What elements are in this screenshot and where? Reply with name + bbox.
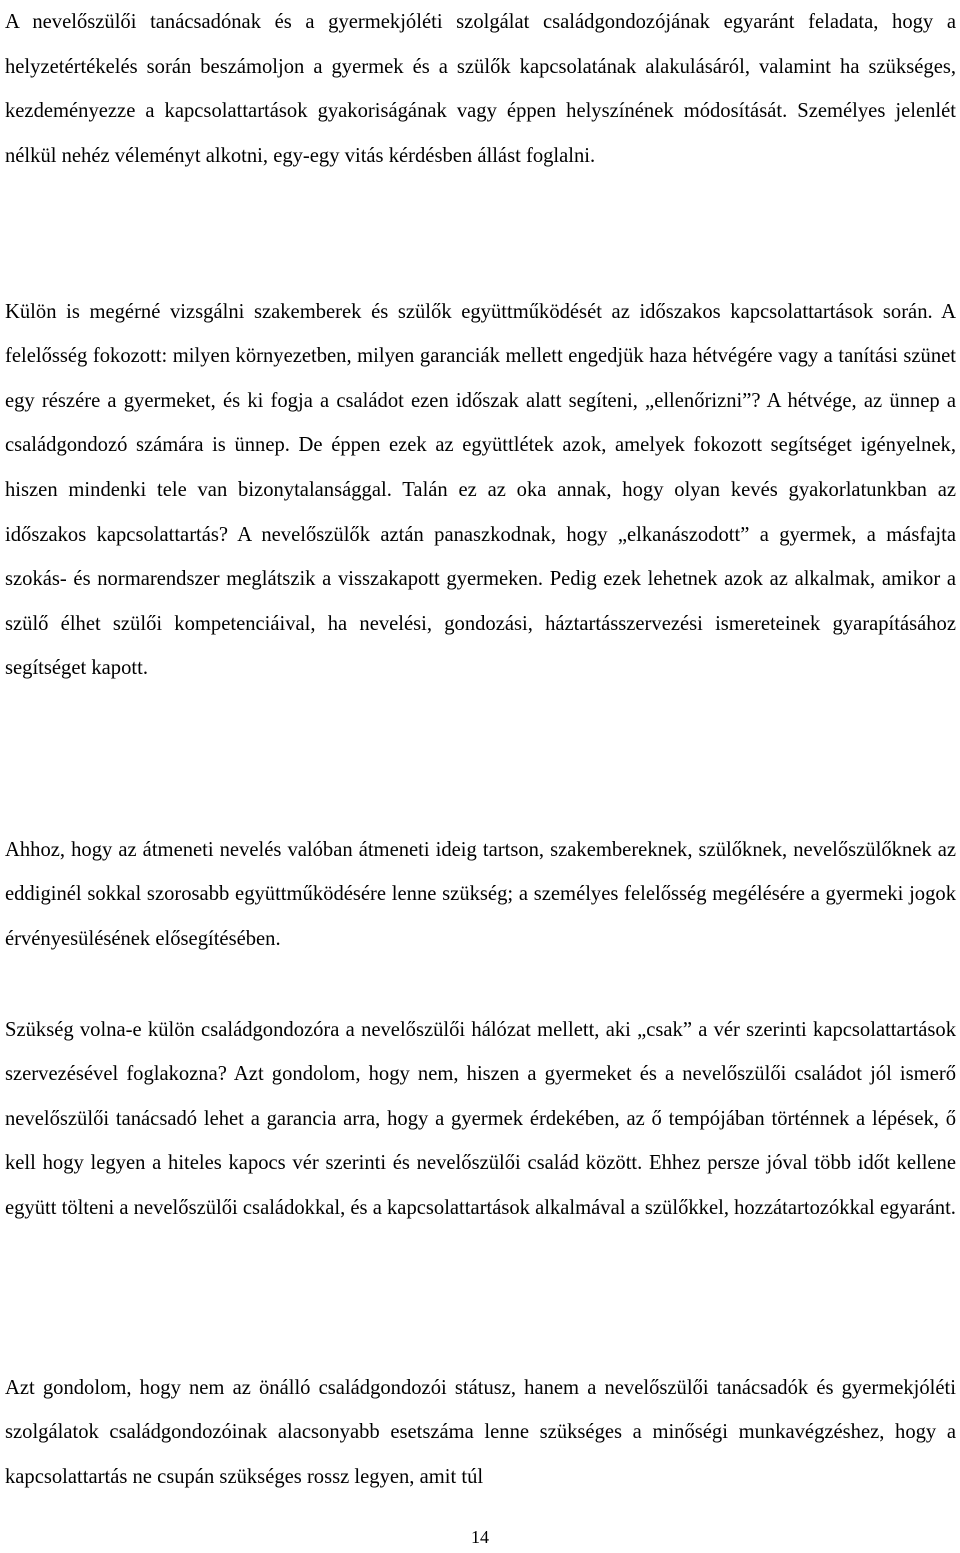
paragraph-3: Ahhoz, hogy az átmeneti nevelés valóban átmeneti ideig tartson, szakembereknek, szülőknek, nevelőszülőknek az eddiginél sokkal szorosabb együttműködésére lenne szükség; a személyes felelősség megélésére a gyermeki jogok érvényesülésének elősegítésében.	[5, 838, 956, 950]
paragraph-1: A nevelőszülői tanácsadónak és a gyermekjóléti szolgálat családgondozójának egyaránt feladata, hogy a helyzetértékelés során beszámoljon a gyermek és a szülők kapcsolatának alakulásáról, valamint ha szükséges, kezdeményezze a kapcsolattartások gyakoriságának vagy éppen helyszínének módosítását. Személyes jelenlét nélkül nehéz véleményt alkotni, egy-egy vitás kérdésben állást foglalni.	[5, 11, 956, 167]
page-number: 14	[471, 1527, 489, 1547]
paragraph-5: Azt gondolom, hogy nem az önálló családgondozói státusz, hanem a nevelőszülői tanácsadók és gyermekjóléti szolgálatok családgondozóinak alacsonyabb esetszáma lenne szükséges a minőségi munkavégzéshez, hogy a kapcsolattartás ne csupán szükséges rossz legyen, amit túl	[5, 1376, 956, 1488]
paragraph-2: Külön is megérné vizsgálni szakemberek és szülők együttműködését az időszakos kapcsolattartások során. A felelősség fokozott: milyen környezetben, milyen garanciák mellett engedjük haza hétvégére vagy a tanítási szünet egy részére a gyermeket, és ki fogja a családot ezen időszak alatt segíteni, „ellenőrizni”? A hétvége, az ünnep a családgondozó számára is ünnep. De éppen ezek az együttlétek azok, amelyek fokozott segítséget igényelnek, hiszen mindenki tele van bizonytalansággal. Talán ez az oka annak, hogy olyan kevés gyakorlatunkban az időszakos kapcsolattartás? A nevelőszülők aztán panaszkodnak, hogy „elkanászodott” a gyermek, a másfajta szokás- és normarendszer meglátszik a visszakapott gyermeken. Pedig ezek lehetnek azok az alkalmak, amikor a szülő élhet szülői kompetenciáival, ha nevelési, gondozási, háztartásszervezési ismereteinek gyarapításához segítséget kapott.	[5, 300, 956, 680]
paragraph-4: Szükség volna-e külön családgondozóra a nevelőszülői hálózat mellett, aki „csak” a vér szerinti kapcsolattartások szervezésével foglakozna? Azt gondolom, hogy nem, hiszen a gyermeket és a nevelőszülői családot jól ismerő nevelőszülői tanácsadó lehet a garancia arra, hogy a gyermek érdekében, az ő tempójában történnek a lépések, ő kell hogy legyen a hiteles kapocs vér szerinti és nevelőszülői család között. Ehhez persze jóval több időt kellene együtt tölteni a nevelőszülői családokkal, és a kapcsolattartások alkalmával a szülőkkel, hozzátartozókkal egyaránt.	[5, 1018, 956, 1219]
